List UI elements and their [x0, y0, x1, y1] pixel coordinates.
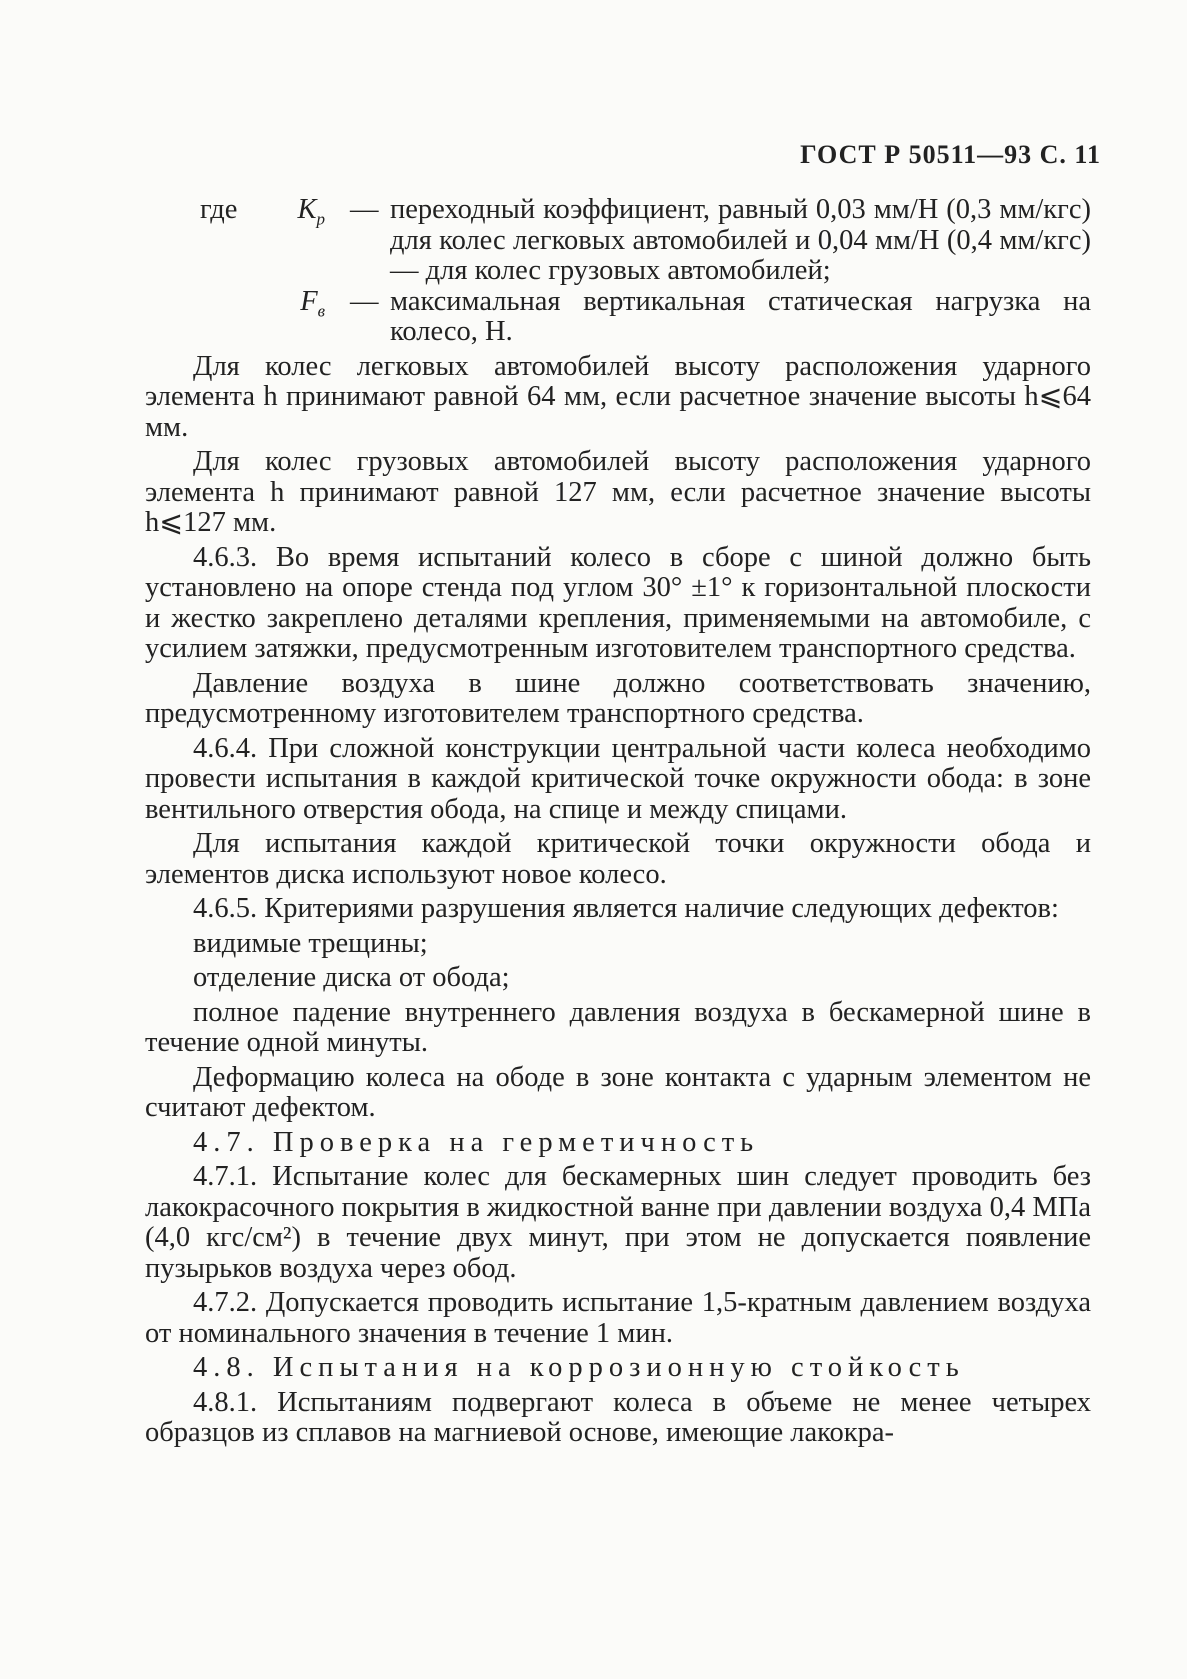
clause-4-6-5: 4.6.5. Критериями разрушения является наличие следующих дефектов:: [193, 893, 1059, 924]
definition-kp: [145, 195, 1091, 287]
paragraph: Давление воздуха в шине должно соответствовать значению, предусмотренному изготовителем транспортного средства.: [145, 667, 1091, 729]
list-item: полное падение внутреннего давления воздуха в бескамерной шине в течение одной минуты.: [145, 996, 1091, 1058]
body-text: [145, 195, 1091, 1449]
clause-4-7-2: 4.7.2. Допускается проводить испытание 1,5-кратным давлением воздуха от номинального значения в течение 1 мин.: [145, 1287, 1091, 1349]
clause-4-7-1: 4.7.1. Испытание колес для бескамерных шин следует проводить без лакокрасочного покрытия в жидкостной ванне при давлении воздуха 0,4 МПа (4,0 кгс/см²) в течение двух минут, при этом не допускается появление пузырьков воздуха через обод.: [145, 1161, 1091, 1284]
section-heading-4-7: 4.7. Проверка на герметичность: [193, 1126, 760, 1158]
definition-text: максимальная вертикальная статическая нагрузка на колесо, Н.: [390, 285, 1091, 347]
definition-dash: —: [350, 194, 379, 225]
section-heading-4-8: 4.8. Испытания на коррозионную стойкость: [193, 1352, 965, 1383]
where-word: где: [200, 194, 238, 225]
clause-4-6-3: 4.6.3. Во время испытаний колесо в сборе с шиной должно быть установлено на опоре стенда под углом 30° ±1° к горизонтальной плоскости и жестко закреплено деталями крепления, применяемыми на автомобиле, с усилием затяжки, предусмотренным изготовителем транспортного средства.: [145, 541, 1091, 664]
clause-4-8-1: 4.8.1. Испытаниям подвергают колеса в объеме не менее четырех образцов из сплавов на магниевой основе, имеющие лакокра-: [145, 1386, 1091, 1448]
paragraph: Для испытания каждой критической точки окружности обода и элементов диска используют новое колесо.: [145, 828, 1091, 890]
list-item: отделение диска от обода;: [193, 962, 510, 993]
paragraph: Деформацию колеса на ободе в зоне контакта с ударным элементом не считают дефектом.: [145, 1061, 1091, 1123]
symbol-kp: $K_р$: [297, 194, 325, 229]
definition-fv: [145, 287, 1091, 348]
page-header: ГОСТ Р 50511—93 С. 11: [800, 140, 1101, 169]
clause-4-6-4: 4.6.4. При сложной конструкции центральной части колеса необходимо провести испытания в каждой критической точке окружности обода: в зоне вентильного отверстия обода, на спице и между спицами.: [145, 732, 1091, 825]
definition-dash: —: [350, 285, 379, 317]
symbol-fv: $F_в$: [300, 285, 325, 321]
list-item: видимые трещины;: [193, 927, 428, 959]
paragraph: Для колес грузовых автомобилей высоту расположения ударного элемента h принимают равной 127 мм, если расчетное значение высоты h⩽127 мм.: [145, 446, 1091, 538]
paragraph: Для колес легковых автомобилей высоту расположения ударного элемента h принимают равной 64 мм, если расчетное значение высоты h⩽64 мм.: [145, 350, 1091, 443]
definition-text: переходный коэффициент, равный 0,03 мм/Н (0,3 мм/кгс) для колес легковых автомобилей и 0,04 мм/Н (0,4 мм/кгс) — для колес грузовых автомобилей;: [390, 194, 1091, 286]
definitions-list: [145, 195, 1091, 348]
